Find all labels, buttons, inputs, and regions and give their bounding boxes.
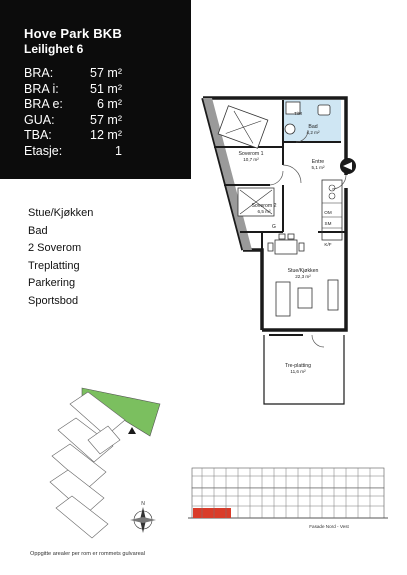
kf-tag: K/F — [324, 242, 332, 247]
spec-value: 57 m² — [90, 66, 122, 80]
spec-label: BRA i: — [24, 81, 59, 96]
stove — [329, 185, 335, 191]
spec-label: BRA: — [24, 66, 54, 80]
feature-item: Stue/Kjøkken — [28, 207, 94, 219]
om-tag: OM — [324, 210, 332, 215]
footnote: Oppgitte arealer per rom er rommets gulvareal — [30, 551, 146, 557]
room-name-soverom1: Soverom 1 — [238, 151, 264, 157]
outer-wall-left — [243, 250, 262, 330]
door-swing — [283, 165, 301, 183]
floor-plan — [203, 98, 356, 404]
sm-tag: SM — [324, 221, 332, 226]
spec-value: 6 m² — [97, 97, 122, 112]
door-swing — [312, 335, 324, 347]
room-area-platting: 11,6 m² — [290, 369, 306, 374]
bed — [218, 106, 268, 149]
tv-unit — [328, 280, 338, 310]
room-area-bad: 4,2 m² — [306, 130, 320, 135]
sofa — [276, 282, 290, 316]
entrance-marker — [340, 158, 356, 174]
coffee-table — [298, 288, 312, 308]
compass-north-label: N — [141, 501, 145, 507]
stove — [329, 193, 335, 199]
room-area-soverom1: 10,7 m² — [243, 157, 259, 162]
room-name-bad: Bad — [308, 124, 318, 130]
unit-name: Leilighet 6 — [24, 42, 84, 56]
spec-value: 12 m² — [90, 128, 122, 143]
facade-upper — [192, 468, 384, 488]
room-name-soverom2: Soverom 2 — [251, 203, 277, 209]
room-name-entre: Entre — [311, 159, 325, 165]
chair — [279, 234, 285, 239]
sink — [285, 124, 295, 134]
room-name-platting: Tre-platting — [284, 363, 312, 369]
spec-label: Etasje: — [24, 143, 63, 158]
door-swing — [332, 175, 346, 189]
project-name: Hove Park BKB — [24, 26, 122, 41]
toilet — [318, 105, 330, 115]
spec-value: 57 m² — [90, 112, 122, 127]
chair — [288, 234, 294, 239]
feature-item: Sportsbod — [28, 294, 79, 307]
room-area-soverom2: 6,5 m² — [257, 209, 271, 214]
compass-icon — [130, 501, 156, 533]
wc-tag: T/M — [294, 111, 302, 116]
feature-item: 2 Soverom — [28, 242, 82, 255]
chair — [299, 243, 304, 251]
feature-item: Bad — [28, 224, 48, 237]
facade-highlight — [193, 508, 231, 518]
spec-value: 1 — [115, 143, 122, 158]
door-swing — [270, 171, 283, 185]
facade-elevation — [188, 468, 388, 529]
unit-marker-arrow — [128, 427, 136, 434]
room-name-stue: Stue/Kjøkken — [287, 268, 319, 274]
room-area-entre: 5,1 m² — [311, 165, 325, 170]
room-area-stue: 22,3 m² — [295, 274, 311, 279]
feature-item: Treplatting — [28, 259, 80, 272]
compass-needle — [130, 517, 156, 523]
dining-table — [275, 240, 297, 254]
feature-item: Parkering — [28, 277, 76, 290]
spec-label: TBA: — [24, 128, 52, 143]
facade-label: Fasade Nord - Vest — [309, 524, 349, 529]
g-tag: G — [272, 224, 276, 230]
spec-value: 51 m² — [90, 81, 122, 96]
spec-label: BRA e: — [24, 97, 63, 112]
chair — [268, 243, 273, 251]
spec-label: GUA: — [24, 112, 55, 127]
